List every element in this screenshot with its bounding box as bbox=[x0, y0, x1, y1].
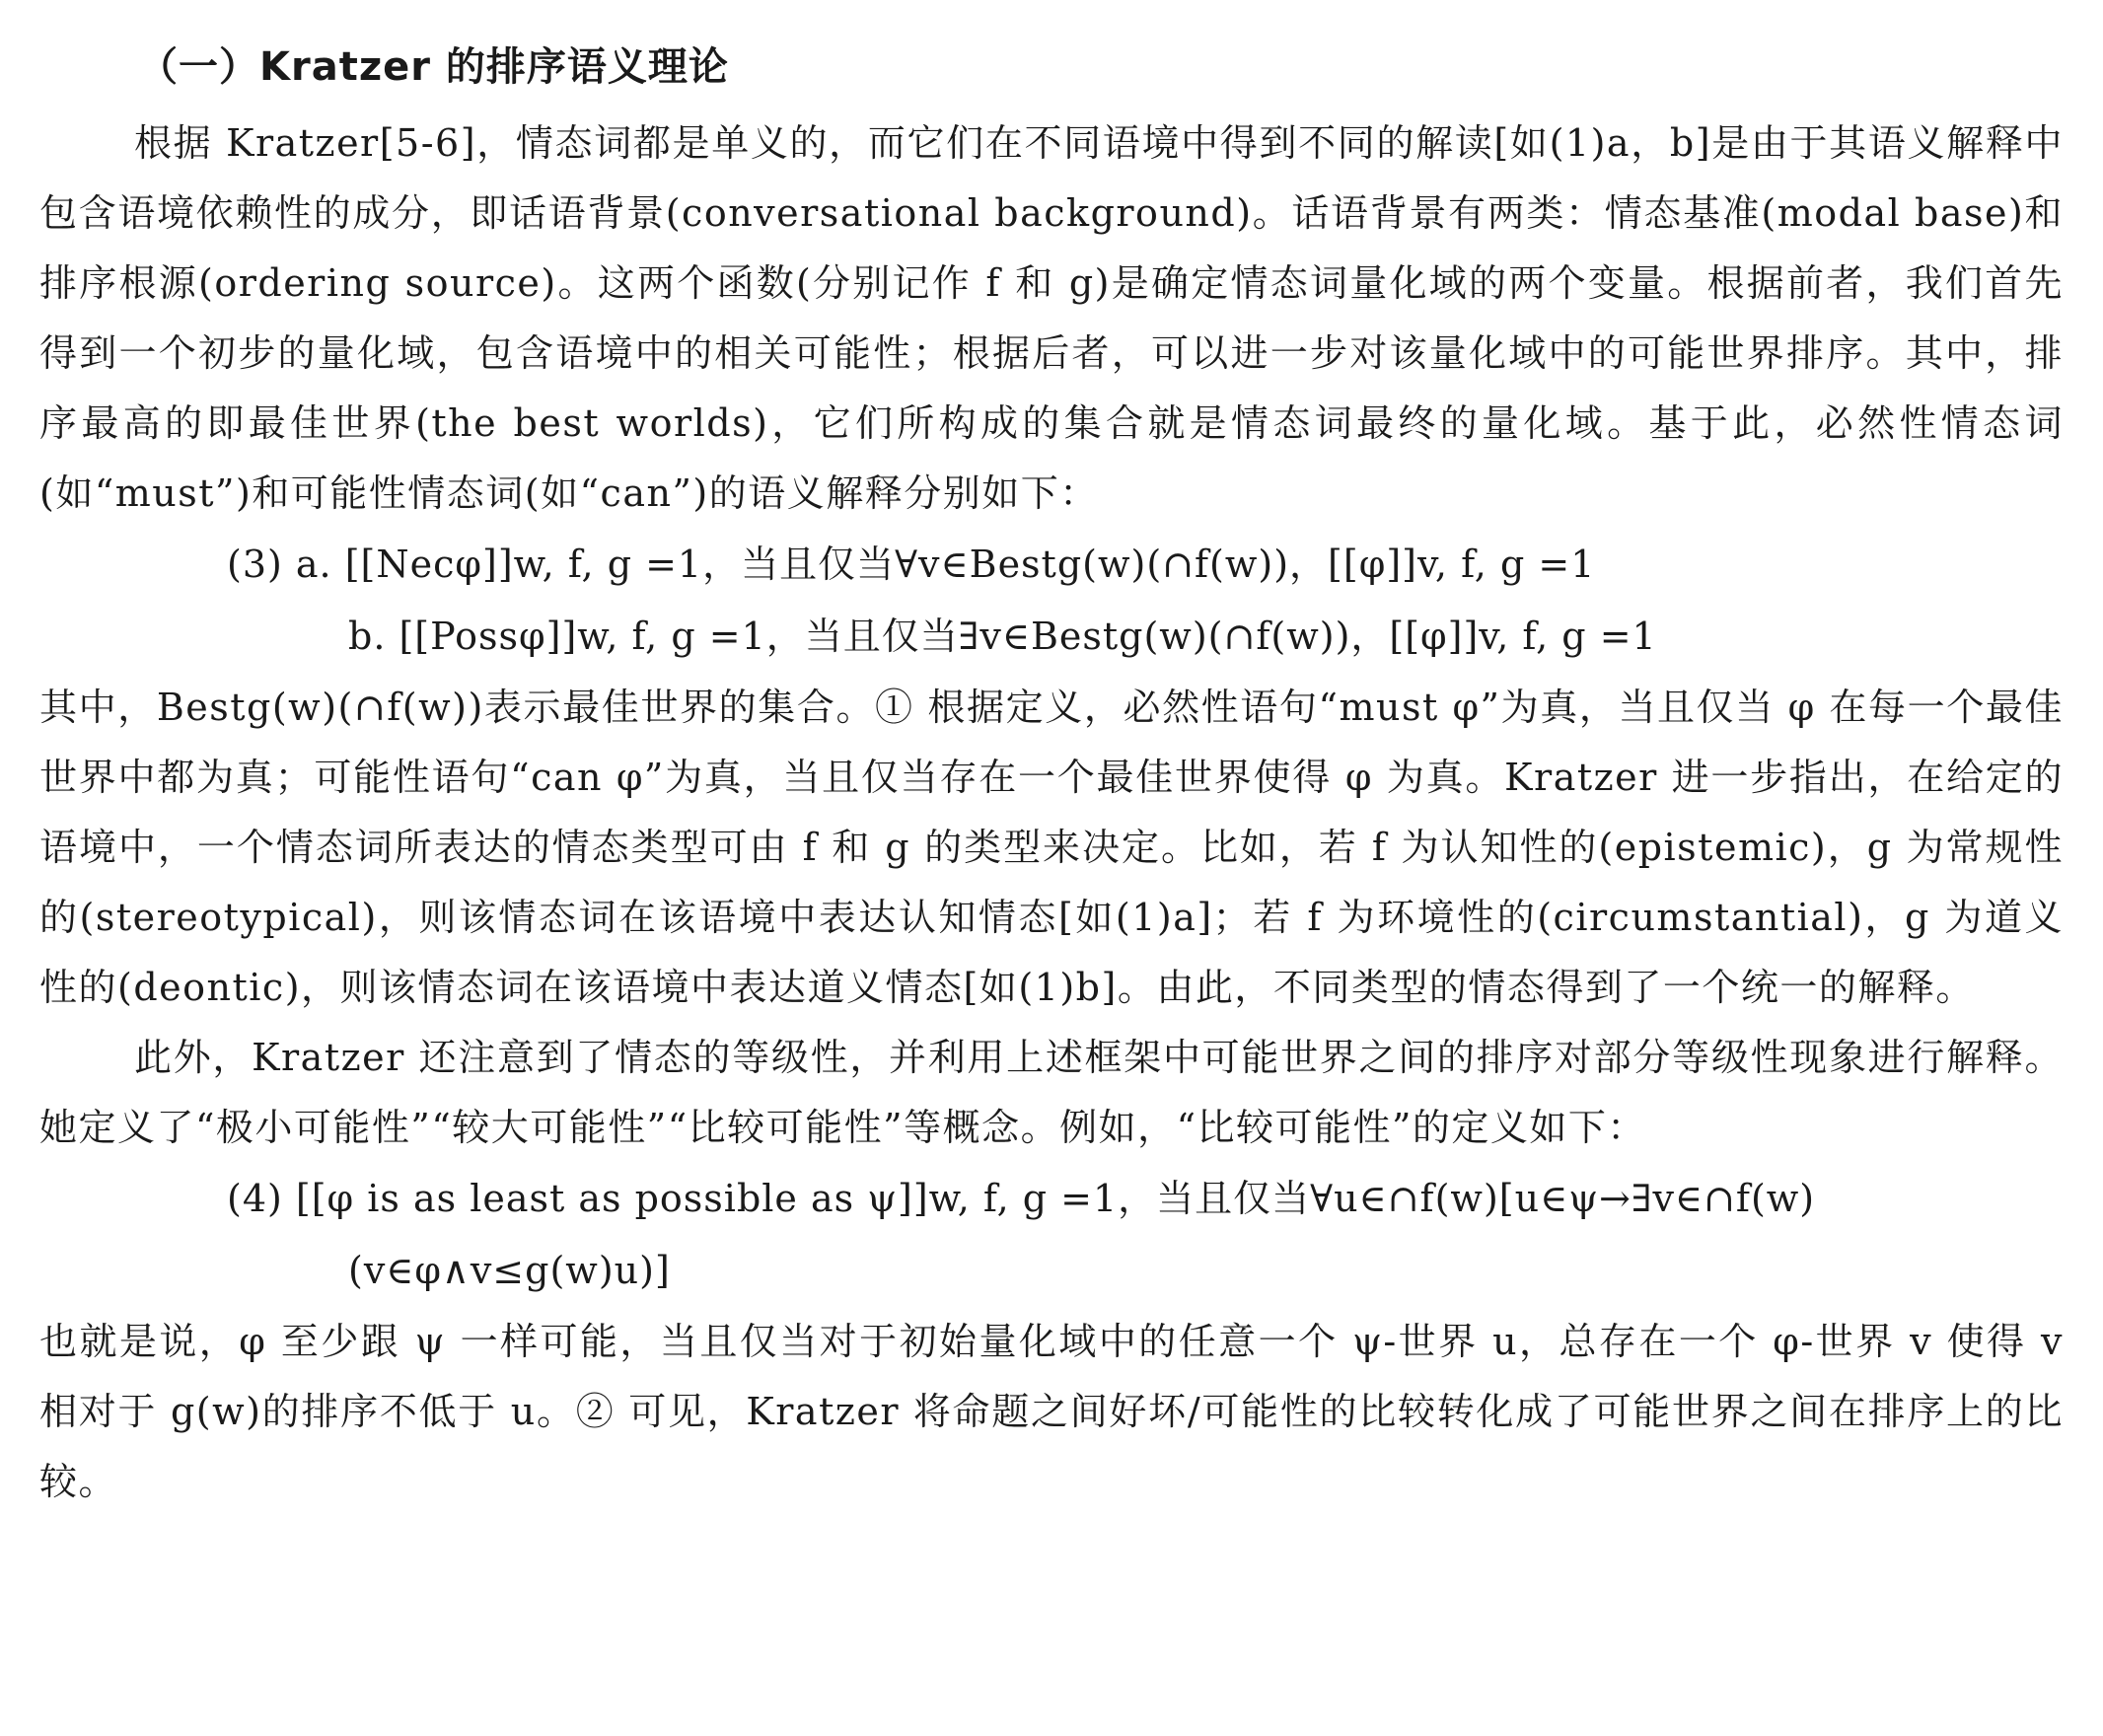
formula-3b: b. [[Possφ]]w, f, g =1，当且仅当∃v∈Bestg(w)(∩f(w))，[[φ]]v, f, g =1 bbox=[348, 615, 1657, 658]
section-heading: （一）Kratzer 的排序语义理论 bbox=[138, 44, 729, 90]
formula-4-line-1: (4) [[φ is as least as possible as ψ]]w, f, g =1，当且仅当∀u∈∩f(w)[u∈ψ→∃v∈∩f(w) bbox=[227, 1177, 1816, 1220]
paragraph-1: 根据 Kratzer[5-6]，情态词都是单义的，而它们在不同语境中得到不同的解读[如(1)a，b]是由于其语义解释中包含语境依赖性的成分，即话语背景(conversational background)。话语背景有两类：情态基准(modal base)和排序根源(ordering source)。这两个函数(分别记作 f 和 g)是确定情态词量化域的两个变量。根据前者，我们首先得到一个初步的量化域，包含语境中的相关可能性；根据后者，可以进一步对该量化域中的可能世界排序。其中，排序最高的即最佳世界(the best worlds)，它们所构成的集合就是情态词最终的量化域。基于此，必然性情态词(如“must”)和可能性情态词(如“can”)的语义解释分别如下： bbox=[39, 121, 2064, 515]
formula-3a: (3) a. [[Necφ]]w, f, g =1，当且仅当∀v∈Bestg(w)(∩f(w))，[[φ]]v, f, g =1 bbox=[227, 542, 1596, 586]
paragraph-3: 此外，Kratzer 还注意到了情态的等级性，并利用上述框架中可能世界之间的排序对部分等级性现象进行解释。她定义了“极小可能性”“较大可能性”“比较可能性”等概念。例如，“比较可能性”的定义如下： bbox=[39, 1036, 2064, 1149]
paragraph-4: 也就是说，φ 至少跟 ψ 一样可能，当且仅当对于初始量化域中的任意一个 ψ-世界 u，总存在一个 φ-世界 v 使得 v 相对于 g(w)的排序不低于 u。② 可见，Kratzer 将命题之间好坏/可能性的比较转化成了可能世界之间在排序上的比较。 bbox=[39, 1320, 2064, 1503]
formula-4-line-2: (v∈φ∧v≤g(w)u)] bbox=[348, 1249, 671, 1292]
paragraph-2: 其中，Bestg(w)(∩f(w))表示最佳世界的集合。① 根据定义，必然性语句“must φ”为真，当且仅当 φ 在每一个最佳世界中都为真；可能性语句“can φ”为真，当且仅当存在一个最佳世界使得 φ 为真。Kratzer 进一步指出，在给定的语境中，一个情态词所表达的情态类型可由 f 和 g 的类型来决定。比如，若 f 为认知性的(epistemic)，g 为常规性的(stereotypical)，则该情态词在该语境中表达认知情态[如(1)a]；若 f 为环境性的(circumstantial)，g 为道义性的(deontic)，则该情态词在该语境中表达道义情态[如(1)b]。由此，不同类型的情态得到了一个统一的解释。 bbox=[39, 686, 2064, 1009]
